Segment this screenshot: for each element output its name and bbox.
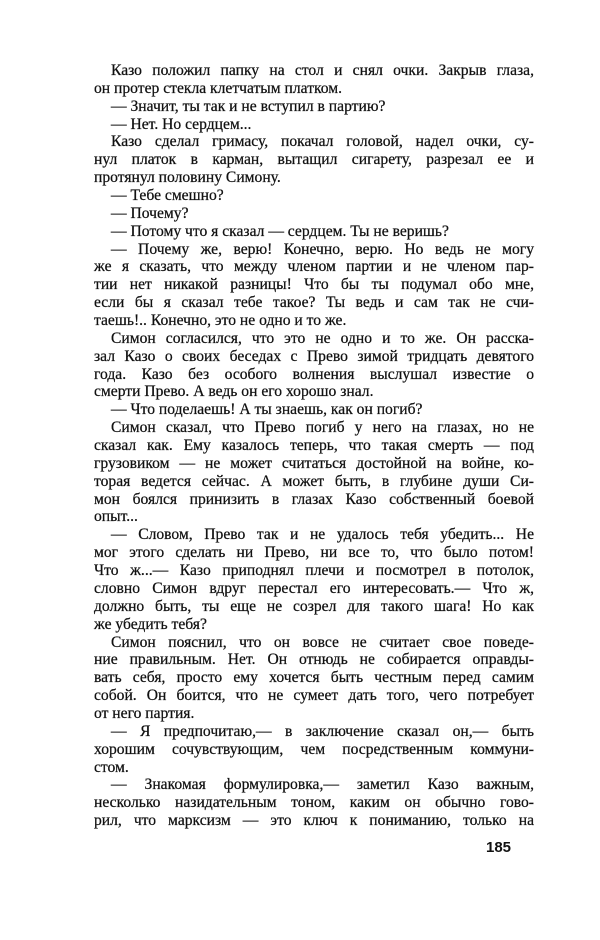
text-line: мон боялся принизить в глазах Казо собственный боевой [94, 490, 534, 508]
text-line: — Почему же, верю! Конечно, верю. Но ведь не могу [111, 240, 534, 258]
text-line: — Значит, ты так и не вступил в партию? [111, 97, 386, 115]
text-line: Казо сделал гримасу, покачал головой, надел очки, су- [111, 133, 534, 151]
text-line: протянул половину Симону. [94, 169, 281, 187]
text-line: если бы я сказал тебе такое? Ты ведь и сам так не счи- [94, 294, 534, 312]
text-line: ние правильным. Нет. Он отнюдь не собирается оправды- [94, 651, 534, 669]
text-line: тии нет никакой разницы! Что бы ты подумал обо мне, [94, 276, 534, 294]
page-number: 185 [486, 839, 512, 856]
text-line: зал Казо о своих беседах с Прево зимой тридцать девятого [94, 347, 534, 365]
text-line: же убедить тебя? [94, 615, 207, 633]
text-line: Симон пояснил, что он вовсе не считает свое поведе- [111, 633, 534, 651]
text-line: словно Симон вдруг перестал его интересовать.— Что ж, [94, 579, 534, 597]
text-line: — Словом, Прево так и не удалось тебя убедить... Не [111, 526, 534, 544]
text-line: — Потому что я сказал — сердцем. Ты не веришь? [111, 222, 449, 240]
text-line: же я сказать, что между членом партии и не членом пар- [94, 258, 534, 276]
text-line: смерти Прево. А ведь он его хорошо знал. [94, 383, 374, 401]
text-line: сказал как. Ему казалось теперь, что такая смерть — под [94, 437, 534, 455]
text-line: хорошим сочувствующим, чем посредственным коммуни- [94, 740, 534, 758]
text-line: от него партия. [94, 704, 195, 722]
text-line: Симон согласился, что это не одно и то же. Он расска- [111, 329, 534, 347]
text-line: опыт... [94, 508, 138, 526]
book-page-text [94, 62, 534, 830]
text-line: собой. Он боится, что не сумеет дать того, чего потребует [94, 687, 534, 705]
text-line: — Знакомая формулировка,— заметил Казо важным, [111, 776, 534, 794]
text-line: Казо положил папку на стол и снял очки. Закрыв глаза, [111, 62, 534, 79]
text-line: мог этого сделать ни Прево, ни все то, что было потом! [94, 544, 534, 562]
text-line: несколько назидательным тоном, каким он обычно гово- [94, 794, 534, 812]
text-line: — Тебе смешно? [111, 187, 224, 205]
text-line: Симон сказал, что Прево погиб у него на глазах, но не [111, 419, 534, 437]
text-line: должно быть, ты еще не созрел для такого шага! Но как [94, 597, 534, 615]
text-line: он протер стекла клетчатым платком. [94, 79, 343, 97]
text-line: стом. [94, 758, 129, 776]
text-line: рил, что марксизм — это ключ к пониманию, только на [94, 812, 534, 830]
text-line: — Нет. Но сердцем... [111, 115, 252, 133]
text-line: года. Казо без особого волнения выслушал известие о [94, 365, 534, 383]
text-line: — Я предпочитаю,— в заключение сказал он,— быть [111, 722, 534, 740]
text-line: торая ведется сейчас. А может быть, в глубине души Си- [94, 472, 534, 490]
text-line: нул платок в карман, вытащил сигарету, разрезал ее и [94, 151, 534, 169]
text-line: Что ж...— Казо приподнял плечи и посмотрел в потолок, [94, 562, 534, 580]
text-line: вать себя, просто ему хочется быть честным перед самим [94, 669, 534, 687]
text-line: грузовиком — не может считаться достойной на войне, ко- [94, 454, 534, 472]
text-line: — Что поделаешь! А ты знаешь, как он погиб? [111, 401, 423, 419]
text-line: — Почему? [111, 204, 189, 222]
text-line: таешь!.. Конечно, это не одно и то же. [94, 312, 347, 330]
